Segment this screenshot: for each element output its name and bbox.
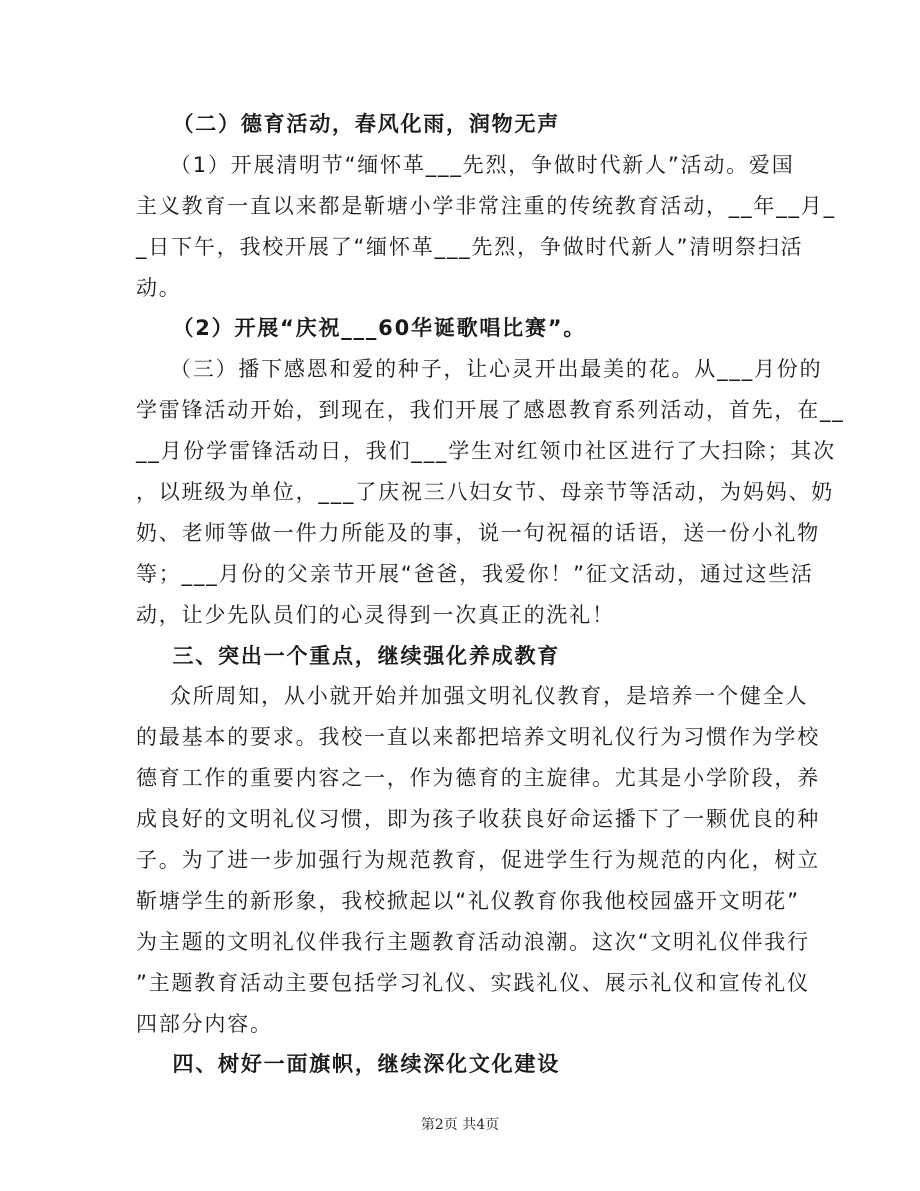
section-heading: 四、树好一面旗帜，继续深化文化建设 — [136, 1052, 561, 1077]
text-line: （1）开展清明节“缅怀革___先烈，争做时代新人”活动。爱国 — [136, 152, 795, 177]
text-line: 等；___月份的父亲节开展“爸爸，我爱你！”征文活动，通过这些活 — [136, 561, 814, 586]
text-line: （三）播下感恩和爱的种子，让心灵开出最美的花。从___月份的 — [136, 357, 823, 382]
page-footer: 第2页 共4页 — [420, 1117, 500, 1133]
text-line: 成良好的文明礼仪习惯，即为孩子收获良好命运播下了一颗优良的种 — [136, 807, 820, 832]
text-line: 为主题的文明礼仪伴我行主题教育活动浪潮。这次“文明礼仪伴我行 — [136, 929, 810, 954]
text-line: 靳塘学生的新形象，我校掀起以“礼仪教育你我他校园盛开文明花” — [136, 888, 800, 913]
text-line: 动，让少先队员们的心灵得到一次真正的洗礼！ — [136, 602, 615, 627]
text-line: 德育工作的重要内容之一，作为德育的主旋律。尤其是小学阶段，养 — [136, 766, 820, 791]
document-body — [136, 104, 845, 1085]
text-line: 四部分内容。 — [136, 1011, 273, 1036]
text-line: 学雷锋活动开始，到现在，我们开展了感恩教育系列活动，首先，在__ — [136, 398, 845, 423]
section-heading: 三、突出一个重点，继续强化养成教育 — [136, 643, 561, 668]
text-line: 众所周知，从小就开始并加强文明礼仪教育，是培养一个健全人 — [136, 684, 809, 709]
section-heading: （2）开展“庆祝___60华诞歌唱比赛”。 — [136, 316, 587, 341]
text-line: ，以班级为单位，___了庆祝三八妇女节、母亲节等活动，为妈妈、奶 — [136, 480, 835, 505]
text-line: 奶、老师等做一件力所能及的事，说一句祝福的话语，送一份小礼物 — [136, 520, 820, 545]
text-line: __月份学雷锋活动日，我们___学生对红领巾社区进行了大扫除；其次 — [136, 439, 836, 464]
text-line: ”主题教育活动主要包括学习礼仪、实践礼仪、展示礼仪和宣传礼仪 — [136, 970, 810, 995]
text-line: 主义教育一直以来都是靳塘小学非常注重的传统教育活动，__年__月_ — [136, 193, 836, 218]
text-line: 动。 — [136, 275, 182, 300]
section-heading: （二）德育活动，春风化雨，润物无声 — [136, 112, 561, 136]
text-line: _日下午，我校开展了“缅怀革___先烈，争做时代新人”清明祭扫活 — [136, 234, 804, 259]
text-line: 子。为了进一步加强行为规范教育，促进学生行为规范的内化，树立 — [136, 848, 820, 873]
text-line: 的最基本的要求。我校一直以来都把培养文明礼仪行为习惯作为学校 — [136, 725, 820, 750]
